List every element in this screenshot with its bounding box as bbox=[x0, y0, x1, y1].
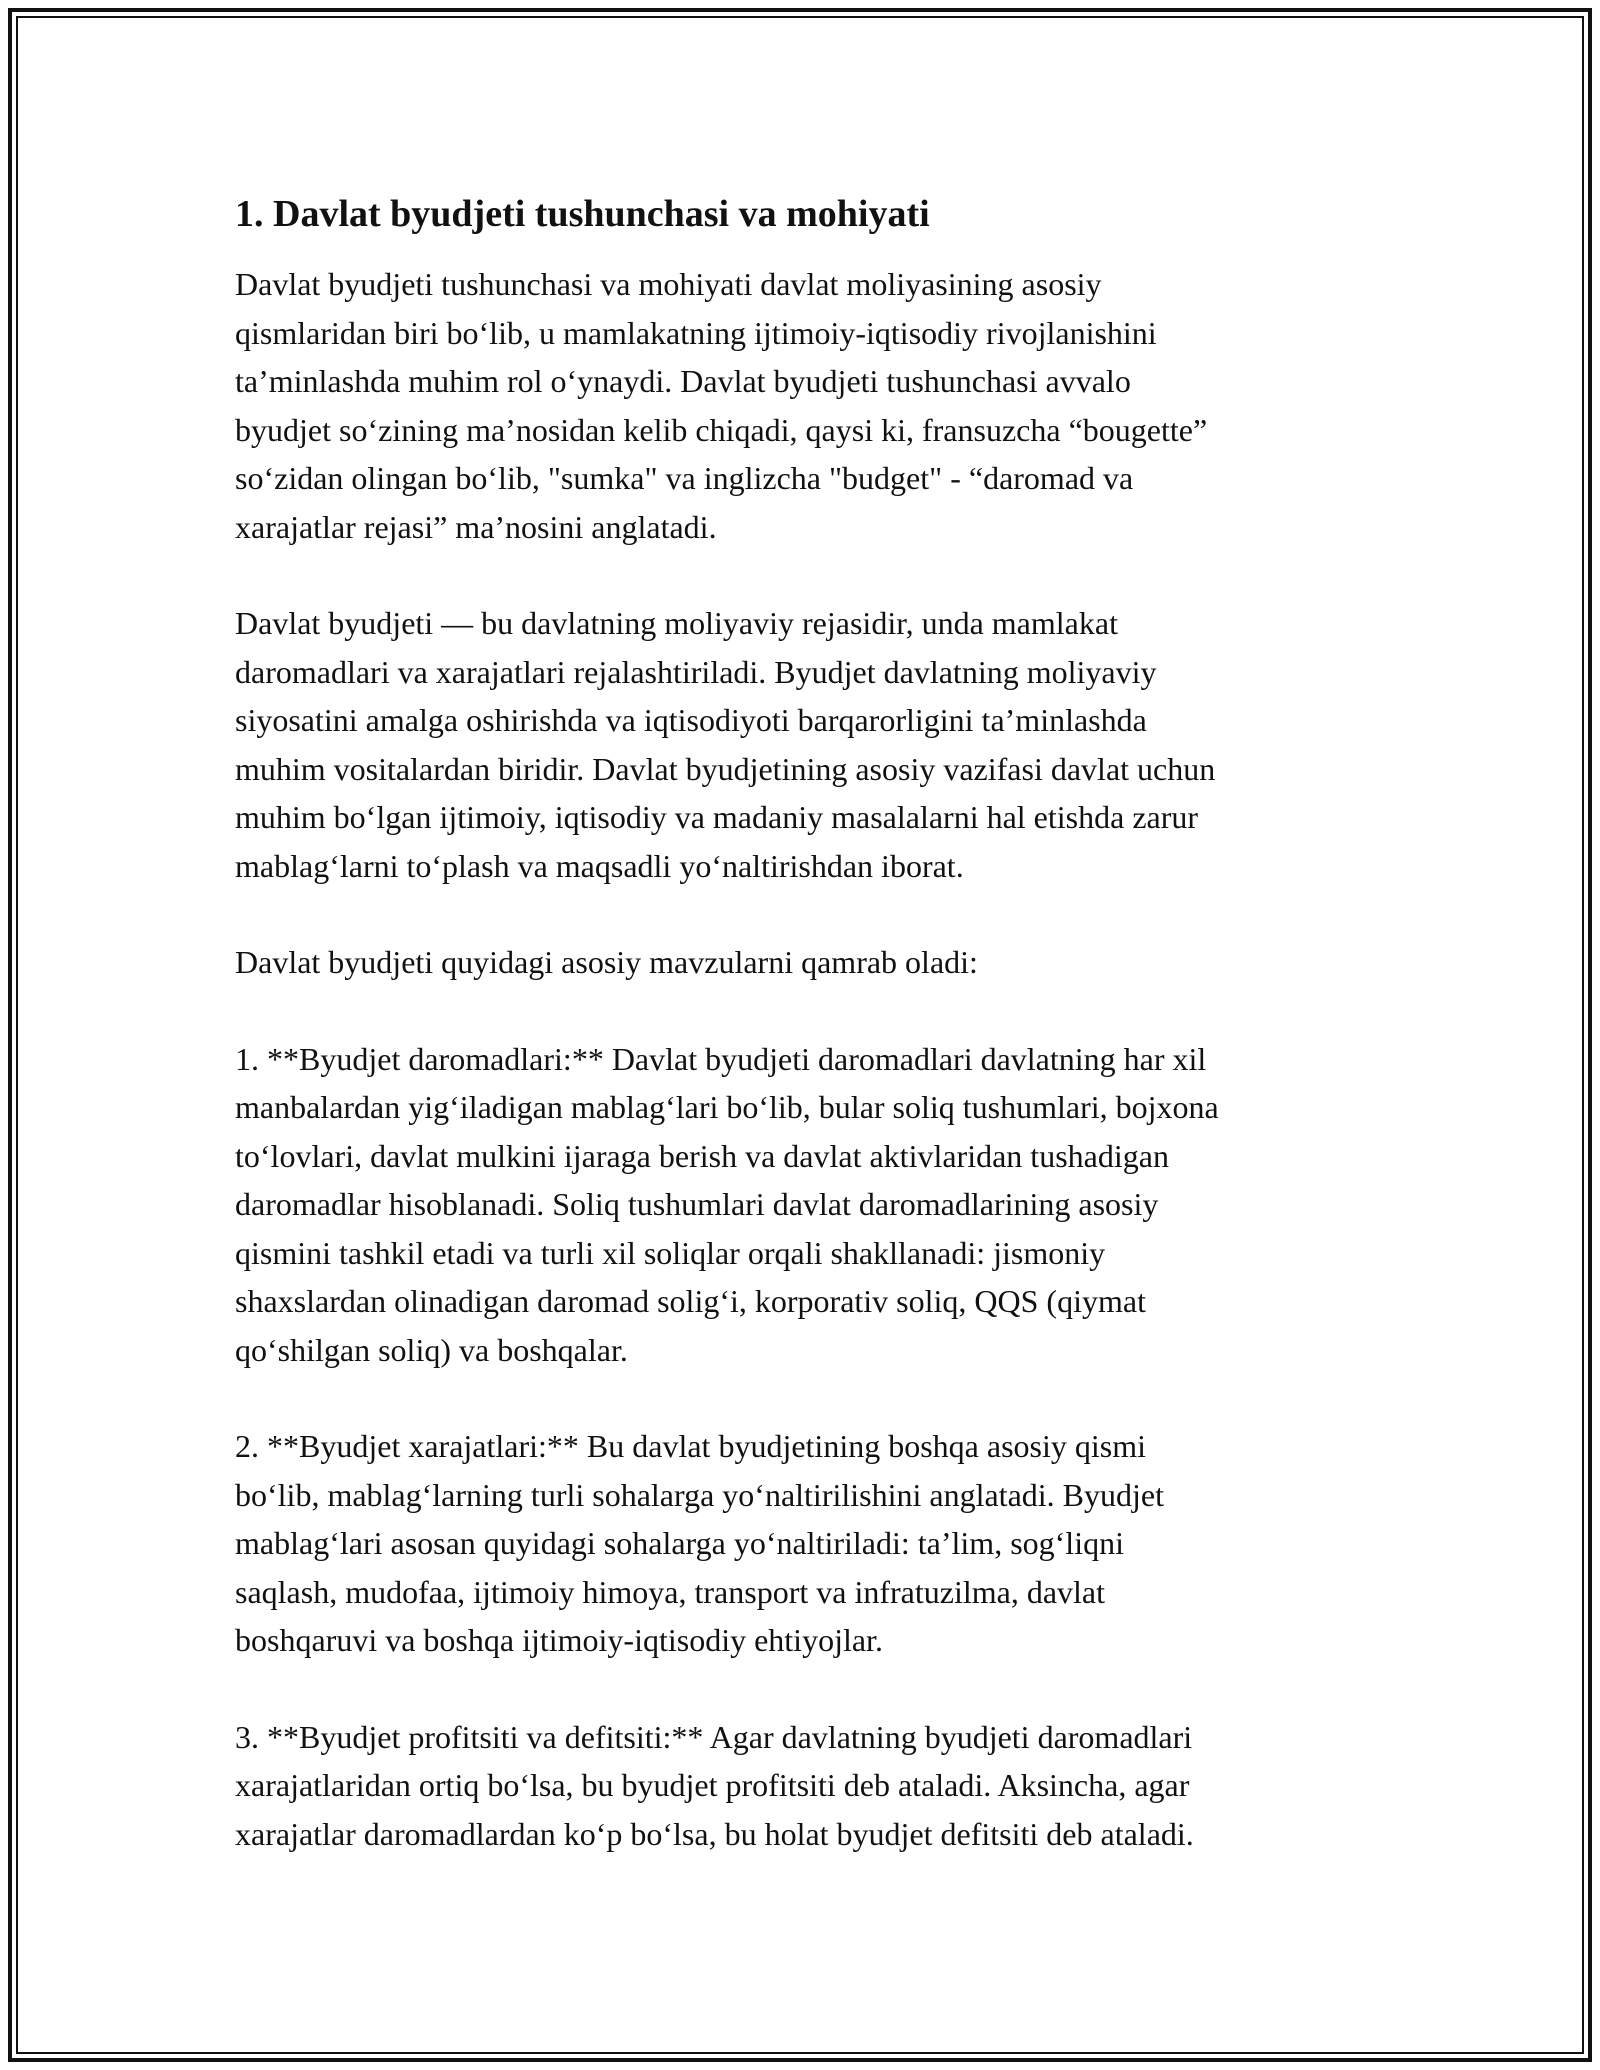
paragraph-intro: Davlat byudjeti tushunchasi va mohiyati davlat moliyasining asosiy qismlaridan biri bo‘lib, u mamlakatning ijtimoiy-iqtisodiy rivojlanishini ta’minlashda muhim rol o‘ynaydi. Davlat byudjeti tushunchasi avvalo byudjet so‘zining ma’nosidan kelib chiqadi, qaysi ki, fransuzcha “bougette” so‘zidan olingan bo‘lib, "sumka" va inglizcha "budget" - “daromad va xarajatlar rejasi” ma’nosini anglatadi. bbox=[235, 266, 1208, 545]
document-body bbox=[235, 190, 1375, 1858]
list-item-budget-expenditures: 2. **Byudjet xarajatlari:** Bu davlat byudjetining boshqa asosiy qismi bo‘lib, mablag‘larning turli sohalarga yo‘naltirilishini anglatadi. Byudjet mablag‘lari asosan quyidagi sohalarga yo‘naltiriladi: ta’lim, sog‘liqni saqlash, mudofaa, ijtimoiy himoya, transport va infratuzilma, davlat boshqaruvi va boshqa ijtimoiy-iqtisodiy ehtiyojlar. bbox=[235, 1428, 1164, 1658]
list-item-surplus-deficit: 3. **Byudjet profitsiti va defitsiti:** Agar davlatning byudjeti daromadlari xarajatlaridan ortiq bo‘lsa, bu byudjet profitsiti deb ataladi. Aksincha, agar xarajatlar daromadlardan ko‘p bo‘lsa, bu holat byudjet defitsiti deb ataladi. bbox=[235, 1718, 1194, 1852]
paragraph-topics-lead: Davlat byudjeti quyidagi asosiy mavzularni qamrab oladi: bbox=[235, 944, 978, 980]
list-item-budget-revenues: 1. **Byudjet daromadlari:** Davlat byudjeti daromadlari davlatning har xil manbalardan yig‘iladigan mablag‘lari bo‘lib, bular soliq tushumlari, bojxona to‘lovlari, davlat mulkini ijaraga berish va davlat aktivlaridan tushadigan daromadlar hisoblanadi. Soliq tushumlari davlat daromadlarining asosiy qismini tashkil etadi va turli xil soliqlar orqali shakllanadi: jismoniy shaxslardan olinadigan daromad solig‘i, korporativ soliq, QQS (qiymat qo‘shilgan soliq) va boshqalar. bbox=[235, 1040, 1219, 1368]
section-heading: 1. Davlat byudjeti tushunchasi va mohiyati bbox=[235, 193, 930, 235]
paragraph-definition: Davlat byudjeti — bu davlatning moliyaviy rejasidir, unda mamlakat daromadlari va xarajatlari rejalashtiriladi. Byudjet davlatning moliyaviy siyosatini amalga oshirishda va iqtisodiyoti barqarorligini ta’minlashda muhim vositalardan biridir. Davlat byudjetining asosiy vazifasi davlat uchun muhim bo‘lgan ijtimoiy, iqtisodiy va madaniy masalalarni hal etishda zarur mablag‘larni to‘plash va maqsadli yo‘naltirishdan iborat. bbox=[235, 605, 1216, 884]
